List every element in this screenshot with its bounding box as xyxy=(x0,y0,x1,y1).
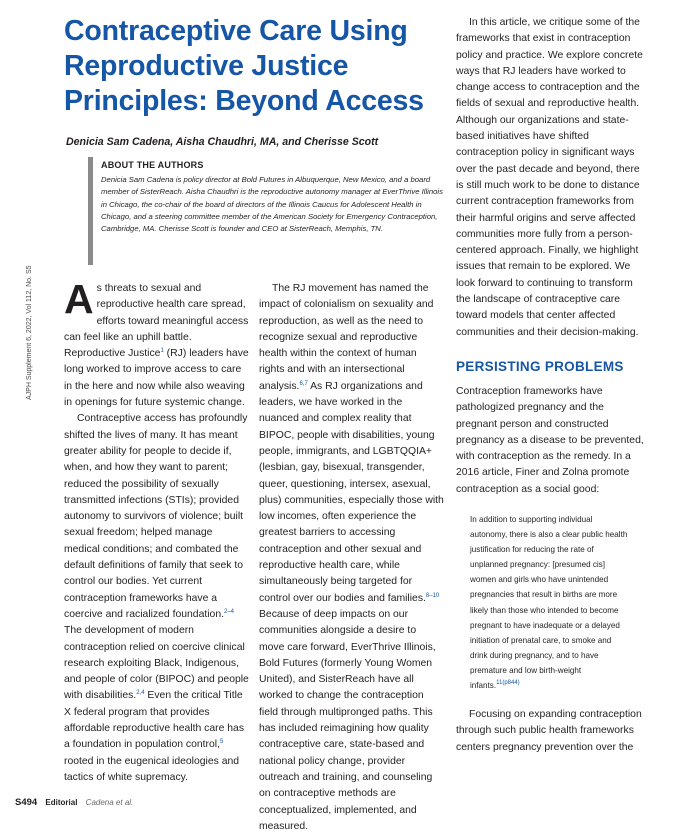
page-number: S494 xyxy=(15,797,38,808)
paragraph: The RJ movement has named the impact of colonialism on sexuality and reproduction, as well as the need to recognize sexual and reproductive health within the context of human rights and with an intersectional analysis.$^{6,7}$ As RJ organizations and leaders, we have worked in the nuanced and complex reality that BIPOC, people with disabilities, young people, immigrants, and LGBTQQIA+ (lesbian, gay, bisexual, transgender, queer, questioning, intersex, asexual, plus) communities, especially those with low incomes, often experience the greatest barriers to accessing contraception and other sexual and reproductive health care, while simultaneously being targeted for control over our bodies and families.$^{8-10}$ Because of deep impacts on our communities alongside a desire to move care forward, EverThrive Illinois, Bold Futures (formerly Young Women United), and SisterReach have all worked to change the contraception field through multipronged paths. This has included reimagining how quality contraceptive care, state-based and national policy change, provider outreach and training, and counseling on contraceptive methods are conceptualized, implemented, and measured. xyxy=(259,283,444,832)
section-label: Editorial xyxy=(45,798,78,807)
column-1 xyxy=(64,276,250,786)
section-heading: PERSISTING PROBLEMS xyxy=(456,358,624,374)
author-line: Denicia Sam Cadena, Aisha Chaudhri, MA, and Cherisse Scott xyxy=(66,136,379,148)
reference-marker[interactable]: 1 xyxy=(160,348,164,355)
reference-marker[interactable]: 6,7 xyxy=(299,380,308,387)
reference-marker[interactable]: 2–4 xyxy=(224,608,235,615)
page-footer xyxy=(15,797,133,808)
reference-marker[interactable]: 5 xyxy=(219,739,224,746)
article-title: Contraceptive Care Using Reproductive Justice Principles: Beyond Access xyxy=(64,15,424,117)
reference-marker[interactable]: 8–10 xyxy=(425,592,440,599)
paragraph: As threats to sexual and reproductive health care spread, efforts toward meaningful access can feel like an uphill battle. Reproductive Justice$^1$ (RJ) leaders have long worked to improve access to care in the here and now while also weaving in openings for future systemic change. xyxy=(64,276,249,409)
paragraph: Focusing on expanding contraception through such public health frameworks centers pregnancy prevention over the xyxy=(456,709,642,753)
reference-marker[interactable]: 2,4 xyxy=(136,690,145,697)
paragraph: Contraceptive access has profoundly shifted the lives of many. It has meant greater ability for people to decide if, when, and how they want to parent; reduced the possibility of sexually transmitted infections (STIs); provided autonomy to survivors of violence; built sexual freedom; helped manage medical conditions; and combated the default definitions of family that seek to control our bodies. Yet current contraception frameworks have a coercive and racialized foundation.$^{2-4}$ The development of modern contraception relied on coercive clinical research exploiting Black, Indigenous, and people of color (BIPOC) and people with disabilities.$^{2,4}$ Even the critical Title X federal program that provides affordable reproductive health care has a foundation in population control,$^5$ rooted in the eugenical ideologies and tactics of white supremacy. xyxy=(64,413,249,783)
column-2 xyxy=(259,281,444,834)
about-the-authors-box xyxy=(88,157,446,265)
paragraph: Contraception frameworks have pathologized pregnancy and the pregnant person and constructed pregnancy as a disease to be prevented, with contraception as the remedy. In a 2016 article, Finer and Zolna promote contraception as a social good: xyxy=(456,385,644,495)
about-heading: ABOUT THE AUTHORS xyxy=(101,160,204,170)
paragraph: In this article, we critique some of the frameworks that exist in contraception policy and practice. We explore concrete ways that RJ leaders have worked to change access to contraception and the fields of sexual and reproductive health. Although our organizations and state-based initiatives have shifted contraception policy in significant ways over the past decade and beyond, there is still much work to be done to distance current contraception frameworks from their harmful origins and serve affected communities more fully from a person-centered approach. Finally, we highlight issues that remain to be explored. We look forward to continuing to transform the landscape of contraceptive care toward models that center affected communities and their decision-making. xyxy=(456,17,643,338)
reference-marker[interactable]: 11(p844) xyxy=(496,680,520,687)
drop-cap: A xyxy=(64,276,94,322)
block-quote: In addition to supporting individual autonomy, there is also a clear public health justification for reducing the rate of unplanned pregnancy: [presumed cis] women and girls who have unintended pregnancies that result in births are more likely than those who intended to become pregnant to have inadequate or a delayed initiation of prenatal care, to smoke and drink during pregnancy, and to have premature and low birth-weight infants.$^{11(p844)}$ xyxy=(470,515,628,691)
side-journal-label xyxy=(26,265,38,414)
column-3 xyxy=(456,15,644,756)
running-citation: Cadena et al. xyxy=(85,798,134,807)
side-journal-text: AJPH Supplement 6, 2022, Vol 112, No. S5 xyxy=(26,265,33,400)
about-text: Denicia Sam Cadena is policy director at Bold Futures in Albuquerque, New Mexico, and a board member of SisterReach. Aisha Chaudhri is the reproductive autonomy manager at EverThrive Illinois in Chicago, the co-chair of the board of directors of the Illinois Caucus for Adolescent Health in Chicago, and a steering committee member of the American Society for Emergency Contraception, Cambridge, MA. Cherisse Scott is founder and CEO at SisterReach, Memphis, TN. xyxy=(101,175,443,234)
